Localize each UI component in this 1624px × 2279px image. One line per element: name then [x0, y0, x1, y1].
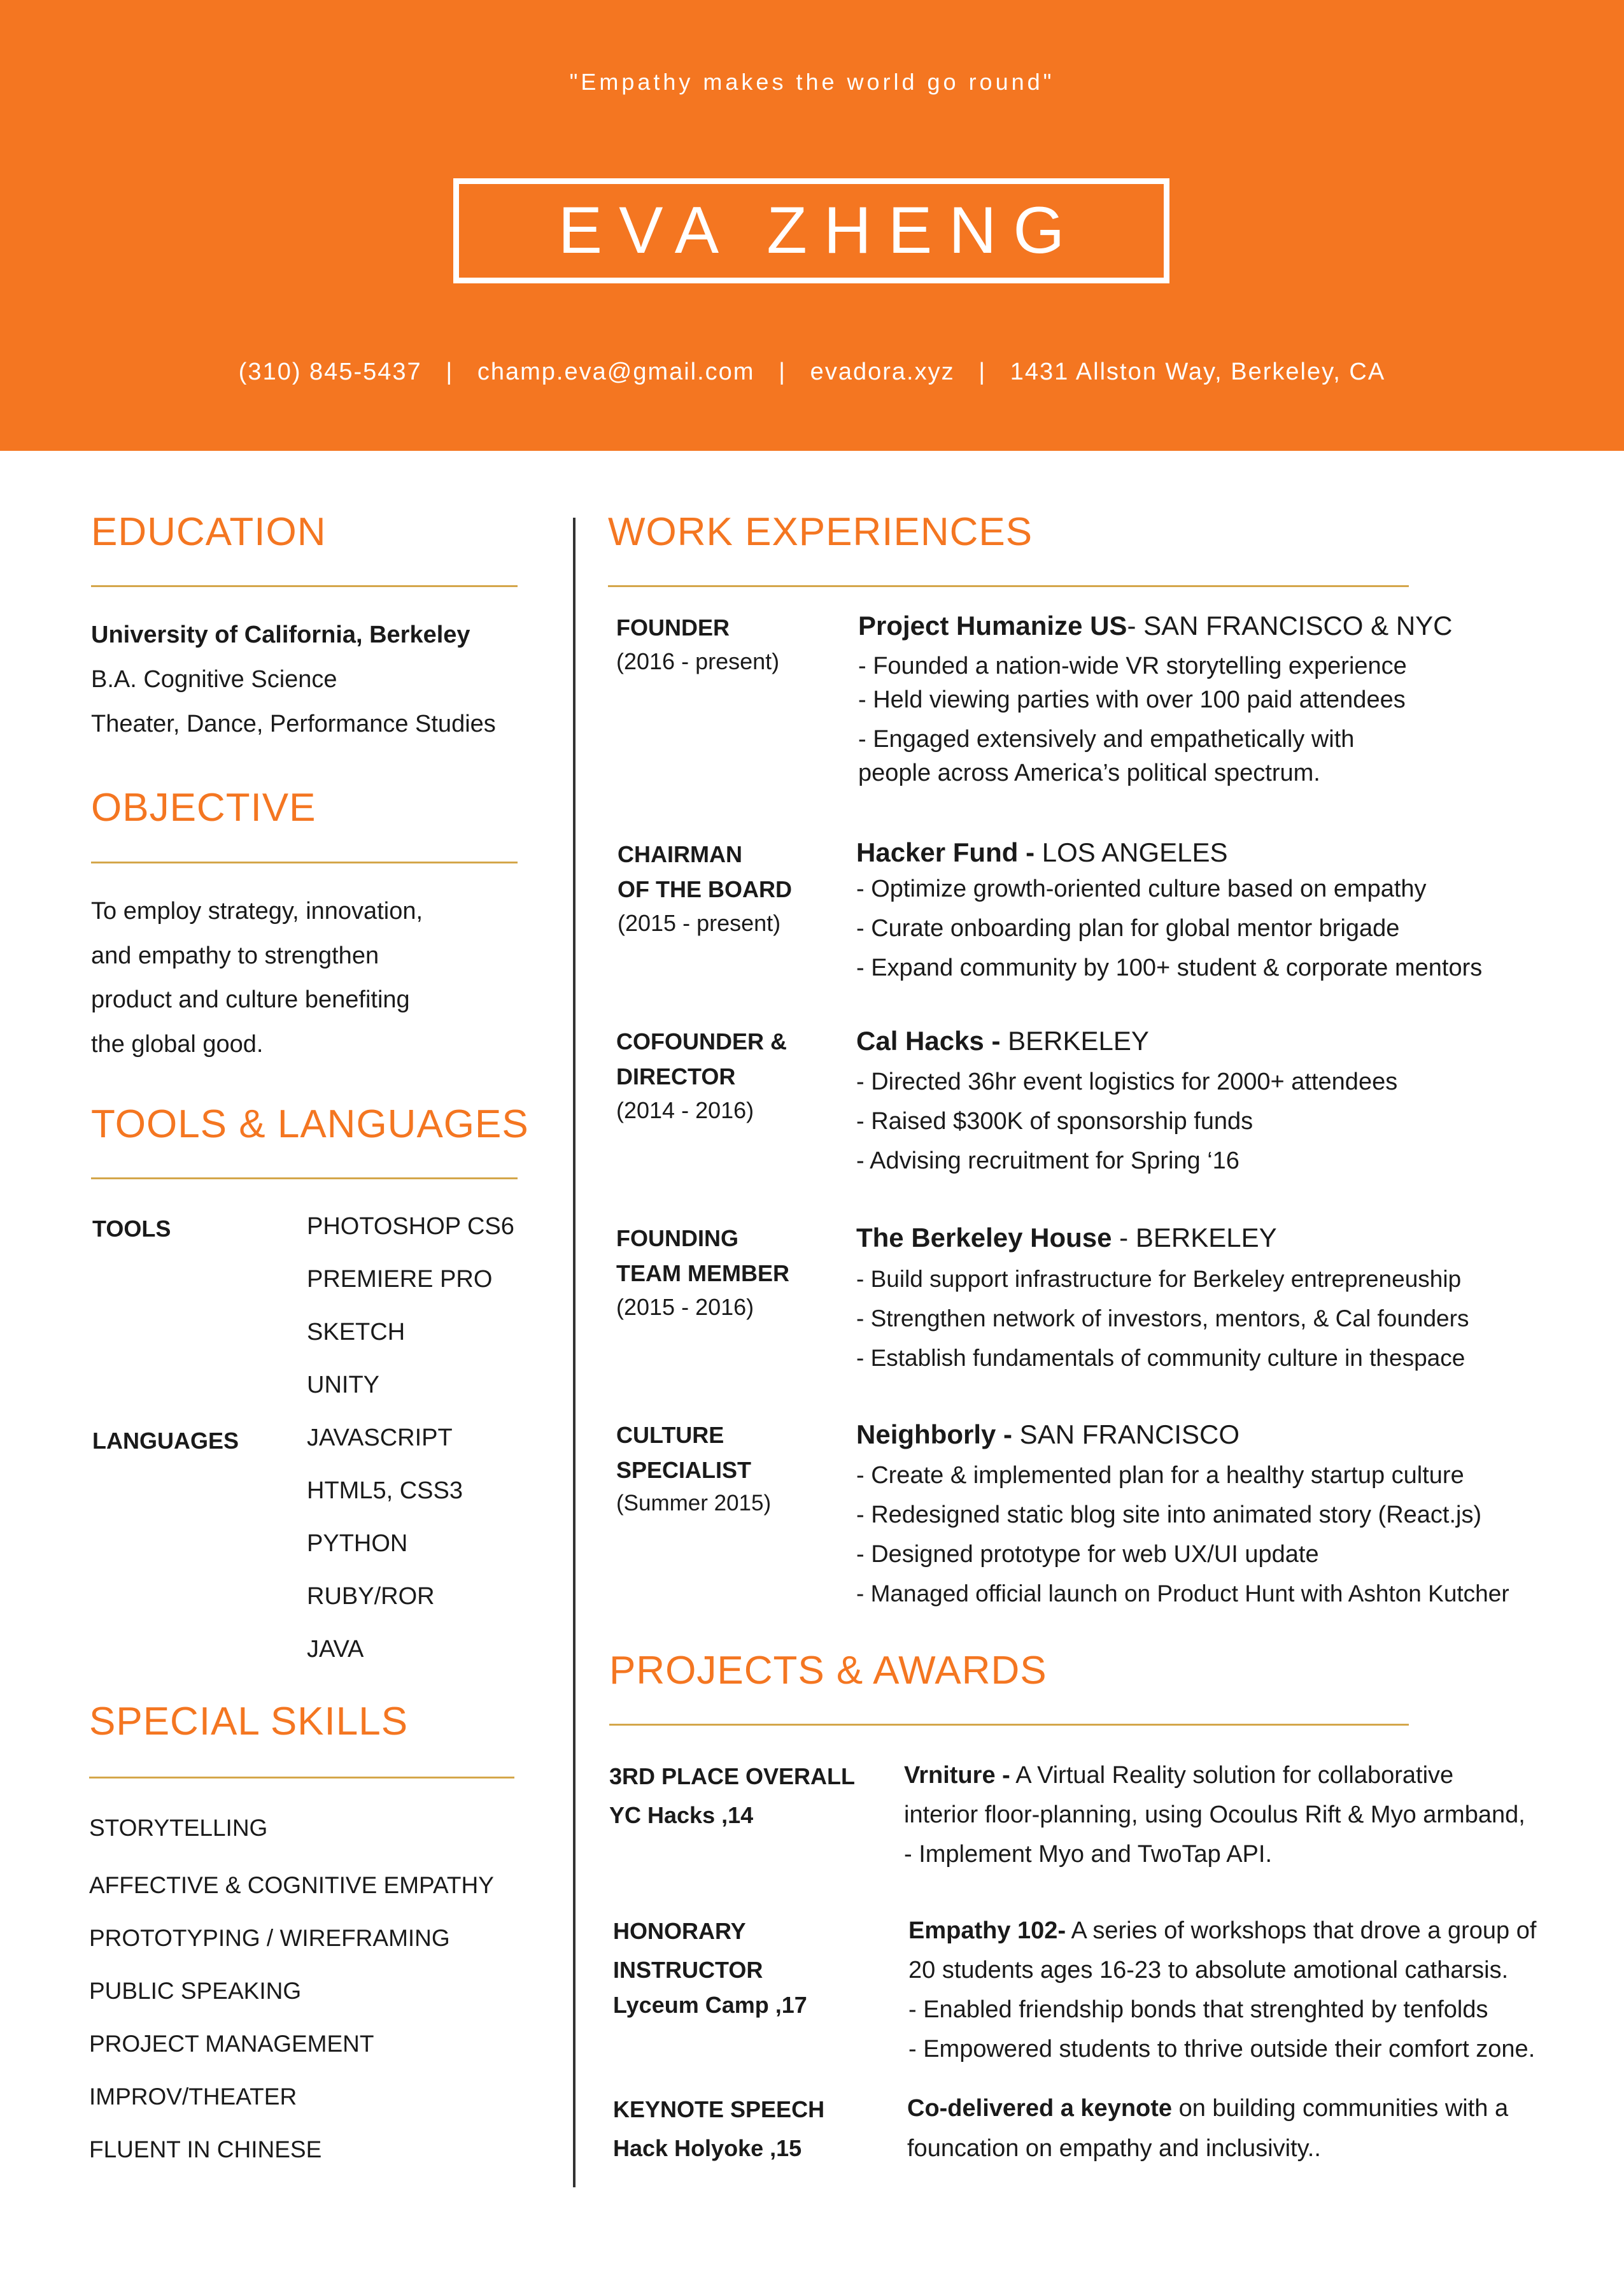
- job-location: - SAN FRANCISCO & NYC: [1127, 611, 1453, 641]
- job-dates: (Summer 2015): [616, 1491, 772, 1516]
- job-location: LOS ANGELES: [1034, 837, 1228, 867]
- skills-rule: [89, 1777, 514, 1778]
- award-event: YC Hacks ,14: [609, 1802, 754, 1828]
- skill-item: PROJECT MANAGEMENT: [89, 2031, 374, 2057]
- award-title: KEYNOTE SPEECH: [613, 2096, 825, 2122]
- project-line: [904, 1762, 1453, 1789]
- job-bullet: - Raised $300K of sponsorship funds: [856, 1108, 1253, 1135]
- language-item: PYTHON: [307, 1530, 408, 1557]
- tools-label: TOOLS: [92, 1216, 171, 1242]
- project-name: Co-delivered a keynote: [907, 2095, 1173, 2122]
- job-bullet: - Create & implemented plan for a healthy startup culture: [856, 1462, 1464, 1489]
- objective-rule: [91, 862, 518, 863]
- job-role: TEAM MEMBER: [616, 1260, 789, 1286]
- job-location: BERKELEY: [1000, 1026, 1149, 1056]
- skill-item: PUBLIC SPEAKING: [89, 1978, 302, 2004]
- project-line: - Empowered students to thrive outside their comfort zone.: [908, 2036, 1536, 2062]
- project-line: founcation on empathy and inclusivity..: [907, 2135, 1321, 2162]
- candidate-name: EVA ZHENG: [558, 194, 1082, 267]
- tools-rule: [91, 1177, 518, 1179]
- work-heading: WORK EXPERIENCES: [608, 510, 1033, 554]
- objective-heading: OBJECTIVE: [91, 786, 316, 830]
- tagline-quote: "Empathy makes the world go round": [569, 69, 1055, 95]
- job-header: [858, 611, 1453, 641]
- languages-label: LANGUAGES: [92, 1428, 239, 1454]
- job-org: Hacker Fund -: [856, 837, 1035, 867]
- award-event: Lyceum Camp ,17: [613, 1992, 807, 2018]
- job-bullet: - Establish fundamentals of community culture in thespace: [856, 1345, 1465, 1371]
- job-org: Project Humanize US: [858, 611, 1127, 641]
- degree: B.A. Cognitive Science: [91, 666, 337, 693]
- project-name: Empathy 102-: [908, 1917, 1066, 1944]
- job-bullet: - Engaged extensively and empathetically with: [858, 726, 1355, 753]
- award-event: Hack Holyoke ,15: [613, 2135, 802, 2161]
- contact-info: (310) 845-5437 | champ.eva@gmail.com | evadora.xyz | 1431 Allston Way, Berkeley, CA: [238, 359, 1386, 385]
- job-header: [856, 1419, 1239, 1450]
- school-name: University of California, Berkeley: [91, 621, 470, 648]
- language-item: HTML5, CSS3: [307, 1477, 463, 1504]
- award-title: 3RD PLACE OVERALL: [609, 1763, 856, 1789]
- tools-languages-heading: TOOLS & LANGUAGES: [91, 1102, 529, 1146]
- job-role: CHAIRMAN: [618, 841, 742, 867]
- skill-item: AFFECTIVE & COGNITIVE EMPATHY: [89, 1872, 494, 1898]
- job-role: DIRECTOR: [616, 1063, 736, 1090]
- objective-line: and empathy to strengthen: [91, 942, 379, 969]
- job-bullet: - Expand community by 100+ student & corporate mentors: [856, 955, 1483, 981]
- award-title: INSTRUCTOR: [613, 1957, 763, 1983]
- project-desc: on building communities with a: [1172, 2095, 1509, 2122]
- job-org: Neighborly -: [856, 1419, 1013, 1449]
- job-org: The Berkeley House: [856, 1223, 1112, 1253]
- job-bullet: - Strengthen network of investors, mentors, & Cal founders: [856, 1305, 1469, 1331]
- job-bullet: - Curate onboarding plan for global mentor brigade: [856, 915, 1400, 942]
- job-role: OF THE BOARD: [618, 876, 792, 902]
- job-bullet: - Managed official launch on Product Hunt with Ashton Kutcher: [856, 1580, 1509, 1607]
- projects-rule: [609, 1724, 1409, 1726]
- job-bullet: - Advising recruitment for Spring ‘16: [856, 1147, 1239, 1174]
- project-line: 20 students ages 16-23 to absolute amotional catharsis.: [908, 1957, 1509, 1984]
- job-header: [856, 1026, 1149, 1056]
- job-bullet: - Redesigned static blog site into animated story (React.js): [856, 1502, 1482, 1528]
- job-dates: (2015 - 2016): [616, 1294, 754, 1320]
- job-bullet: people across America’s political spectrum.: [858, 760, 1320, 786]
- objective-line: the global good.: [91, 1031, 264, 1058]
- job-location: SAN FRANCISCO: [1012, 1419, 1240, 1449]
- work-rule: [608, 585, 1409, 587]
- skill-item: STORYTELLING: [89, 1815, 268, 1841]
- job-bullet: - Optimize growth-oriented culture based on empathy: [856, 876, 1427, 902]
- education-rule: [91, 585, 518, 587]
- job-role: CULTURE: [616, 1422, 724, 1448]
- job-bullet: - Held viewing parties with over 100 paid attendees: [858, 686, 1406, 713]
- tool-item: PREMIERE PRO: [307, 1266, 493, 1293]
- job-dates: (2015 - present): [618, 910, 781, 936]
- project-line: - Enabled friendship bonds that strenghted by tenfolds: [908, 1996, 1488, 2023]
- minor: Theater, Dance, Performance Studies: [91, 711, 496, 737]
- project-desc: A series of workshops that drove a group of: [1066, 1917, 1537, 1944]
- tool-item: PHOTOSHOP CS6: [307, 1213, 514, 1240]
- award-title: HONORARY: [613, 1918, 746, 1944]
- project-line: interior floor-planning, using Ocoulus Rift & Myo armband,: [904, 1801, 1525, 1828]
- job-dates: (2014 - 2016): [616, 1097, 754, 1123]
- job-header: [856, 1223, 1277, 1253]
- job-bullet: - Build support infrastructure for Berkeley entrepreneuship: [856, 1266, 1462, 1292]
- education-heading: EDUCATION: [91, 510, 327, 554]
- project-line: [908, 1917, 1536, 1945]
- project-line: - Implement Myo and TwoTap API.: [904, 1841, 1273, 1868]
- job-role: FOUNDING: [616, 1225, 738, 1251]
- job-bullet: - Founded a nation-wide VR storytelling experience: [858, 653, 1407, 679]
- job-bullet: - Designed prototype for web UX/UI update: [856, 1541, 1319, 1568]
- project-name: Vrniture -: [904, 1762, 1010, 1789]
- language-item: JAVA: [307, 1636, 364, 1663]
- project-line: [907, 2095, 1508, 2122]
- skill-item: FLUENT IN CHINESE: [89, 2136, 322, 2162]
- job-header: [856, 837, 1228, 868]
- project-desc: A Virtual Reality solution for collaborative: [1010, 1762, 1454, 1789]
- objective-line: product and culture benefiting: [91, 986, 410, 1013]
- job-role: FOUNDER: [616, 614, 730, 641]
- job-dates: (2016 - present): [616, 648, 780, 674]
- column-divider: [573, 518, 575, 2187]
- language-item: JAVASCRIPT: [307, 1424, 453, 1451]
- special-skills-heading: SPECIAL SKILLS: [89, 1700, 409, 1743]
- job-role: SPECIALIST: [616, 1457, 752, 1483]
- job-role: COFOUNDER &: [616, 1028, 787, 1054]
- job-location: - BERKELEY: [1112, 1223, 1277, 1253]
- language-item: RUBY/ROR: [307, 1583, 435, 1610]
- job-org: Cal Hacks -: [856, 1026, 1001, 1056]
- tool-item: UNITY: [307, 1372, 379, 1398]
- name-box: [453, 178, 1169, 283]
- tool-item: SKETCH: [307, 1319, 406, 1345]
- skill-item: IMPROV/THEATER: [89, 2084, 297, 2110]
- skill-item: PROTOTYPING / WIREFRAMING: [89, 1925, 450, 1951]
- header-banner: [0, 0, 1624, 451]
- job-bullet: - Directed 36hr event logistics for 2000+ attendees: [856, 1069, 1398, 1095]
- projects-heading: PROJECTS & AWARDS: [609, 1649, 1047, 1693]
- objective-line: To employ strategy, innovation,: [91, 898, 423, 925]
